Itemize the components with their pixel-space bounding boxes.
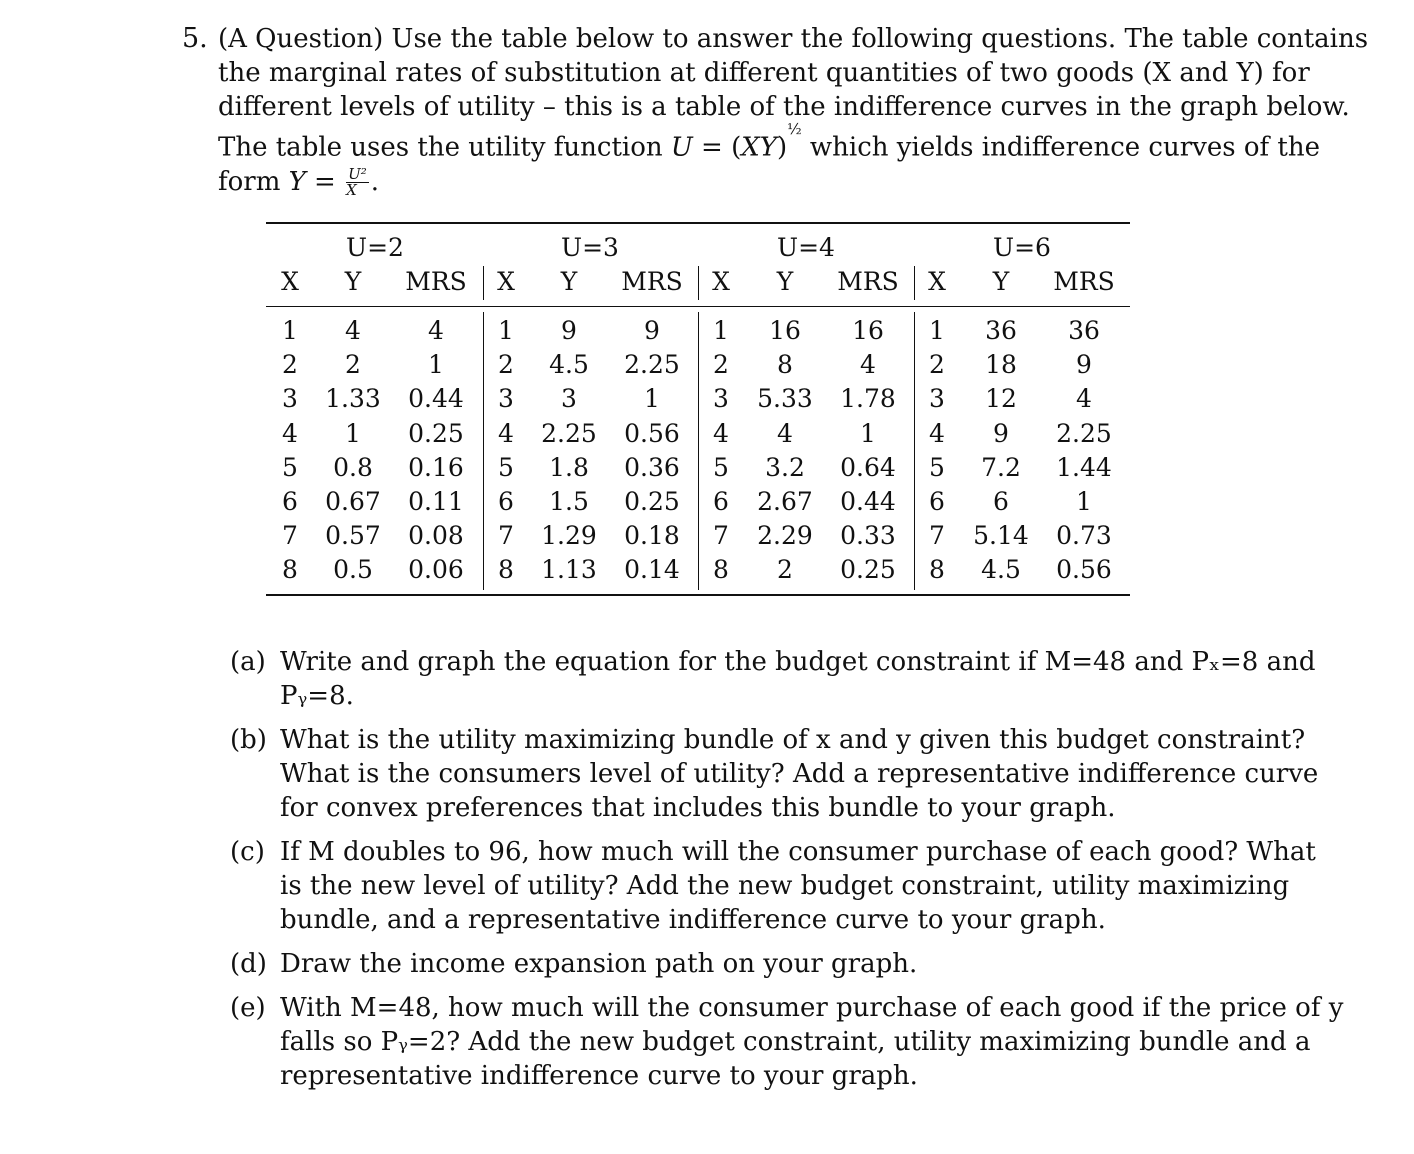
intro-line-3: different levels of utility – this is a table of the indifference curves in the graph below. <box>218 92 1350 122</box>
intro-line-2: the marginal rates of substitution at different quantities of two goods (X and Y) for <box>218 58 1310 88</box>
table-cell: 1.29 <box>541 521 597 550</box>
table-cell: 8 <box>713 555 729 584</box>
table-column-header: Y <box>992 267 1010 296</box>
table-cell: 5 <box>498 453 514 482</box>
table-cell: 1 <box>644 384 660 413</box>
sub-question-text <box>280 991 1344 1093</box>
table-body-divider <box>914 312 915 590</box>
table-cell: 5.14 <box>973 521 1029 550</box>
table-cell: 2.25 <box>624 350 680 379</box>
table-cell: 9 <box>993 419 1009 448</box>
sub-question-label: (a) <box>230 647 266 677</box>
table-column-header: MRS <box>405 267 467 296</box>
table-cell: 4 <box>860 350 876 379</box>
sub-question-line: bundle, and a representative indifference curve to your graph. <box>280 905 1106 935</box>
table-cell: 1 <box>713 316 729 345</box>
table-group-header: U=2 <box>346 233 404 262</box>
table-cell: 3 <box>282 384 298 413</box>
table-column-header: MRS <box>621 267 683 296</box>
utility-eq: = ( <box>692 132 742 163</box>
table-cell: 1.33 <box>325 384 381 413</box>
table-cell: 2.25 <box>1056 419 1112 448</box>
table-column-header: X <box>281 267 299 296</box>
sub-question-label: (d) <box>230 949 267 979</box>
sub-question-text <box>280 947 1258 981</box>
table-header-divider <box>698 266 699 300</box>
table-cell: 2 <box>777 555 793 584</box>
table-cell: 5 <box>929 453 945 482</box>
table-cell: 0.44 <box>840 487 896 516</box>
curve-eq: = <box>305 166 345 197</box>
table-cell: 0.44 <box>408 384 464 413</box>
table-cell: 0.56 <box>1056 555 1112 584</box>
table-cell: 1 <box>345 419 361 448</box>
table-cell: 0.14 <box>624 555 680 584</box>
sub-question-line: is the new level of utility? Add the new budget constraint, utility maximizing <box>280 871 1290 901</box>
table-cell: 0.5 <box>333 555 373 584</box>
table-cell: 9 <box>561 316 577 345</box>
table-cell: 2.67 <box>757 487 813 516</box>
table-cell: 1.13 <box>541 555 597 584</box>
sub-question-text <box>280 723 1319 825</box>
table-cell: 3.2 <box>765 453 805 482</box>
table-header-divider <box>914 266 915 300</box>
table-cell: 7 <box>713 521 729 550</box>
table-cell: 2 <box>498 350 514 379</box>
table-cell: 6 <box>498 487 514 516</box>
utility-close: ) <box>776 132 788 163</box>
table-cell: 36 <box>1068 316 1100 345</box>
intro-line-5-pre: form <box>218 166 281 197</box>
table-cell: 7 <box>498 521 514 550</box>
table-cell: 1.44 <box>1056 453 1112 482</box>
table-column-header: MRS <box>1053 267 1115 296</box>
sub-question-line: falls so Pᵧ=2? Add the new budget constraint, utility maximizing bundle and a <box>280 1027 1311 1057</box>
intro-line-5 <box>218 165 1258 199</box>
sub-question-text <box>280 835 1316 937</box>
table-cell: 2 <box>282 350 298 379</box>
table-cell: 4 <box>498 419 514 448</box>
table-cell: 6 <box>993 487 1009 516</box>
table-cell: 6 <box>282 487 298 516</box>
table-cell: 3 <box>498 384 514 413</box>
table-cell: 0.08 <box>408 521 464 550</box>
table-cell: 9 <box>1076 350 1092 379</box>
table-cell: 5.33 <box>757 384 813 413</box>
table-group-header: U=6 <box>993 233 1051 262</box>
table-cell: 1.78 <box>840 384 896 413</box>
table-cell: 0.36 <box>624 453 680 482</box>
table-group-header: U=4 <box>777 233 835 262</box>
table-cell: 1 <box>282 316 298 345</box>
table-cell: 2 <box>929 350 945 379</box>
table-cell: 1 <box>498 316 514 345</box>
table-cell: 6 <box>929 487 945 516</box>
table-cell: 16 <box>852 316 884 345</box>
sub-question-line: Pᵧ=8. <box>280 681 354 711</box>
table-cell: 4 <box>929 419 945 448</box>
table-cell: 1.5 <box>549 487 589 516</box>
table-cell: 0.11 <box>408 487 464 516</box>
table-column-header: MRS <box>837 267 899 296</box>
question-number: 5. <box>182 23 208 54</box>
table-bottom-rule <box>266 594 1130 596</box>
sub-question-line: Draw the income expansion path on your graph. <box>280 949 918 979</box>
table-cell: 4 <box>282 419 298 448</box>
table-body-divider <box>698 312 699 590</box>
sub-question-line: for convex preferences that includes this bundle to your graph. <box>280 793 1116 823</box>
table-column-header: Y <box>344 267 362 296</box>
table-cell: 3 <box>561 384 577 413</box>
intro-line-4-post: which yields indifference curves of the <box>809 132 1320 163</box>
sub-question-line: If M doubles to 96, how much will the consumer purchase of each good? What <box>280 837 1316 867</box>
table-column-header: X <box>928 267 946 296</box>
sub-question-line: What is the consumers level of utility? Add a representative indifference curve <box>280 759 1319 789</box>
table-cell: 3 <box>713 384 729 413</box>
table-cell: 3 <box>929 384 945 413</box>
table-cell: 4 <box>777 419 793 448</box>
table-cell: 1 <box>860 419 876 448</box>
table-cell: 1 <box>1076 487 1092 516</box>
table-cell: 2 <box>345 350 361 379</box>
table-cell: 2.25 <box>541 419 597 448</box>
table-cell: 1 <box>929 316 945 345</box>
table-cell: 0.16 <box>408 453 464 482</box>
question-intro <box>218 22 1369 200</box>
table-cell: 1 <box>428 350 444 379</box>
table-cell: 8 <box>777 350 793 379</box>
table-cell: 0.73 <box>1056 521 1112 550</box>
utility-symbol: U <box>670 132 693 163</box>
table-column-header: Y <box>776 267 794 296</box>
table-header-divider <box>483 266 484 300</box>
table-cell: 4 <box>1076 384 1092 413</box>
table-cell: 8 <box>929 555 945 584</box>
intro-line-4 <box>218 120 1320 165</box>
table-cell: 4 <box>345 316 361 345</box>
table-cell: 7 <box>929 521 945 550</box>
table-cell: 0.57 <box>325 521 381 550</box>
table-cell: 2 <box>713 350 729 379</box>
table-cell: 4.5 <box>549 350 589 379</box>
table-cell: 36 <box>985 316 1017 345</box>
table-body-divider <box>483 312 484 590</box>
table-cell: 8 <box>282 555 298 584</box>
sub-question-label: (b) <box>230 725 267 755</box>
curve-end: . <box>370 166 380 197</box>
utility-xy: XY <box>741 132 777 163</box>
intro-line-4-pre: The table uses the utility function <box>218 132 663 163</box>
table-cell: 0.56 <box>624 419 680 448</box>
table-column-header: Y <box>560 267 578 296</box>
table-cell: 0.64 <box>840 453 896 482</box>
table-cell: 0.18 <box>624 521 680 550</box>
sub-question-line: With M=48, how much will the consumer purchase of each good if the price of y <box>280 993 1344 1023</box>
curve-y: Y <box>288 166 306 197</box>
table-cell: 0.25 <box>408 419 464 448</box>
intro-line-1: (A Question) Use the table below to answer the following questions. The table contains <box>218 24 1369 54</box>
sub-question-line: Write and graph the equation for the budget constraint if M=48 and Pₓ=8 and <box>280 647 1316 677</box>
table-cell: 0.06 <box>408 555 464 584</box>
table-mid-rule <box>266 306 1130 307</box>
table-cell: 4 <box>428 316 444 345</box>
table-cell: 1.8 <box>549 453 589 482</box>
sub-question-line: What is the utility maximizing bundle of x and y given this budget constraint? <box>280 725 1306 755</box>
sub-question-line: representative indifference curve to your graph. <box>280 1061 918 1091</box>
curve-denominator: X <box>346 181 357 200</box>
table-cell: 5 <box>282 453 298 482</box>
table-cell: 0.8 <box>333 453 373 482</box>
table-cell: 0.25 <box>624 487 680 516</box>
table-cell: 5 <box>713 453 729 482</box>
table-cell: 12 <box>985 384 1017 413</box>
table-cell: 9 <box>644 316 660 345</box>
table-column-header: X <box>712 267 730 296</box>
table-cell: 2.29 <box>757 521 813 550</box>
table-column-header: X <box>497 267 515 296</box>
table-cell: 4 <box>713 419 729 448</box>
table-cell: 0.67 <box>325 487 381 516</box>
utility-exponent: ½ <box>787 120 802 138</box>
table-cell: 16 <box>769 316 801 345</box>
table-cell: 0.33 <box>840 521 896 550</box>
table-top-rule <box>266 222 1130 224</box>
sub-question-text <box>280 645 1316 713</box>
table-cell: 7 <box>282 521 298 550</box>
table-cell: 8 <box>498 555 514 584</box>
table-group-header: U=3 <box>561 233 619 262</box>
sub-question-label: (e) <box>230 993 266 1023</box>
curve-fraction <box>346 167 369 198</box>
table-cell: 4.5 <box>981 555 1021 584</box>
table-cell: 7.2 <box>981 453 1021 482</box>
curve-numerator: U² <box>348 165 367 184</box>
sub-question-label: (c) <box>230 837 265 867</box>
table-cell: 0.25 <box>840 555 896 584</box>
table-cell: 18 <box>985 350 1017 379</box>
table-cell: 6 <box>713 487 729 516</box>
